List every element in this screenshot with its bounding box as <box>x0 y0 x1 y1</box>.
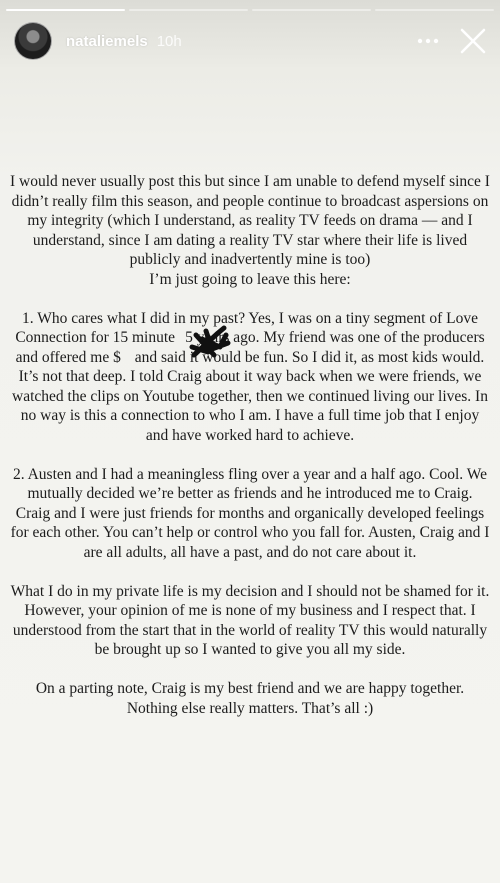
closing-paragraph: On a parting note, Craig is my best friend and we are happy together. Nothing else really matters. That’s all :) <box>35 680 465 717</box>
intro-paragraph <box>10 172 490 289</box>
point-1-text-b: 5 years ago. My friend was one of the producers and offered me $ <box>15 329 485 366</box>
point-1-text-c: and said it would be fun. So I did it, as most kids would. It’s not that deep. I told Craig about it way back when we were friends, we watched the clips on Youtube together, then we continued living our lives. In no way is this a connection to who I am. I have a full time job that I enjoy and have worked hard to achieve. <box>12 348 488 444</box>
redaction-mark <box>121 348 131 362</box>
private-life-paragraph: What I do in my private life is my decision and I should not be shamed for it. However, your opinion of me is none of my business and I respect that. I understood from the start that in the world of reality TV this would naturally be brought up so I wanted to give you all my side. <box>10 582 490 658</box>
leave-line: I’m just going to leave this here: <box>149 270 351 288</box>
redaction-mark <box>175 328 185 342</box>
point-1-paragraph <box>10 309 490 446</box>
point-2-paragraph: 2. Austen and I had a meaningless fling over a year and a half ago. Cool. We mutually decided we’re better as friends and he introduced me to Craig. Craig and I were just friends for months and organically developed feelings for each other. You can’t help or control who you fall for. Austen, Craig and I are all adults, all have a past, and do not care about it. <box>10 465 490 561</box>
intro-text: I would never usually post this but since I am unable to defend myself since I didn’t really film this season, and people continue to broadcast aspersions on my integrity (which I understand, as reality TV feeds on drama — and I understand, since I am dating a reality TV star where their life is lived publicly and inadvertently mine is too) <box>10 173 490 268</box>
story-progress-segment <box>375 9 494 11</box>
story-progress-bars <box>6 9 494 11</box>
story-progress-segment <box>252 9 371 11</box>
story-text <box>10 172 490 738</box>
story-progress-segment <box>129 9 248 11</box>
story-progress-segment <box>6 9 125 11</box>
point-1-text-a: 1. Who cares what I did in my past? Yes, I was on a tiny segment of Love Connection for 15 minute <box>15 309 479 346</box>
post-timestamp: 10h <box>156 32 182 50</box>
more-options-icon[interactable] <box>414 27 442 55</box>
avatar[interactable] <box>14 22 52 60</box>
username[interactable]: nataliemels <box>66 32 148 50</box>
story-header <box>14 20 490 62</box>
scribble-redaction-icon <box>188 325 232 359</box>
close-icon[interactable] <box>456 24 490 58</box>
story-progress-fill <box>6 9 125 11</box>
